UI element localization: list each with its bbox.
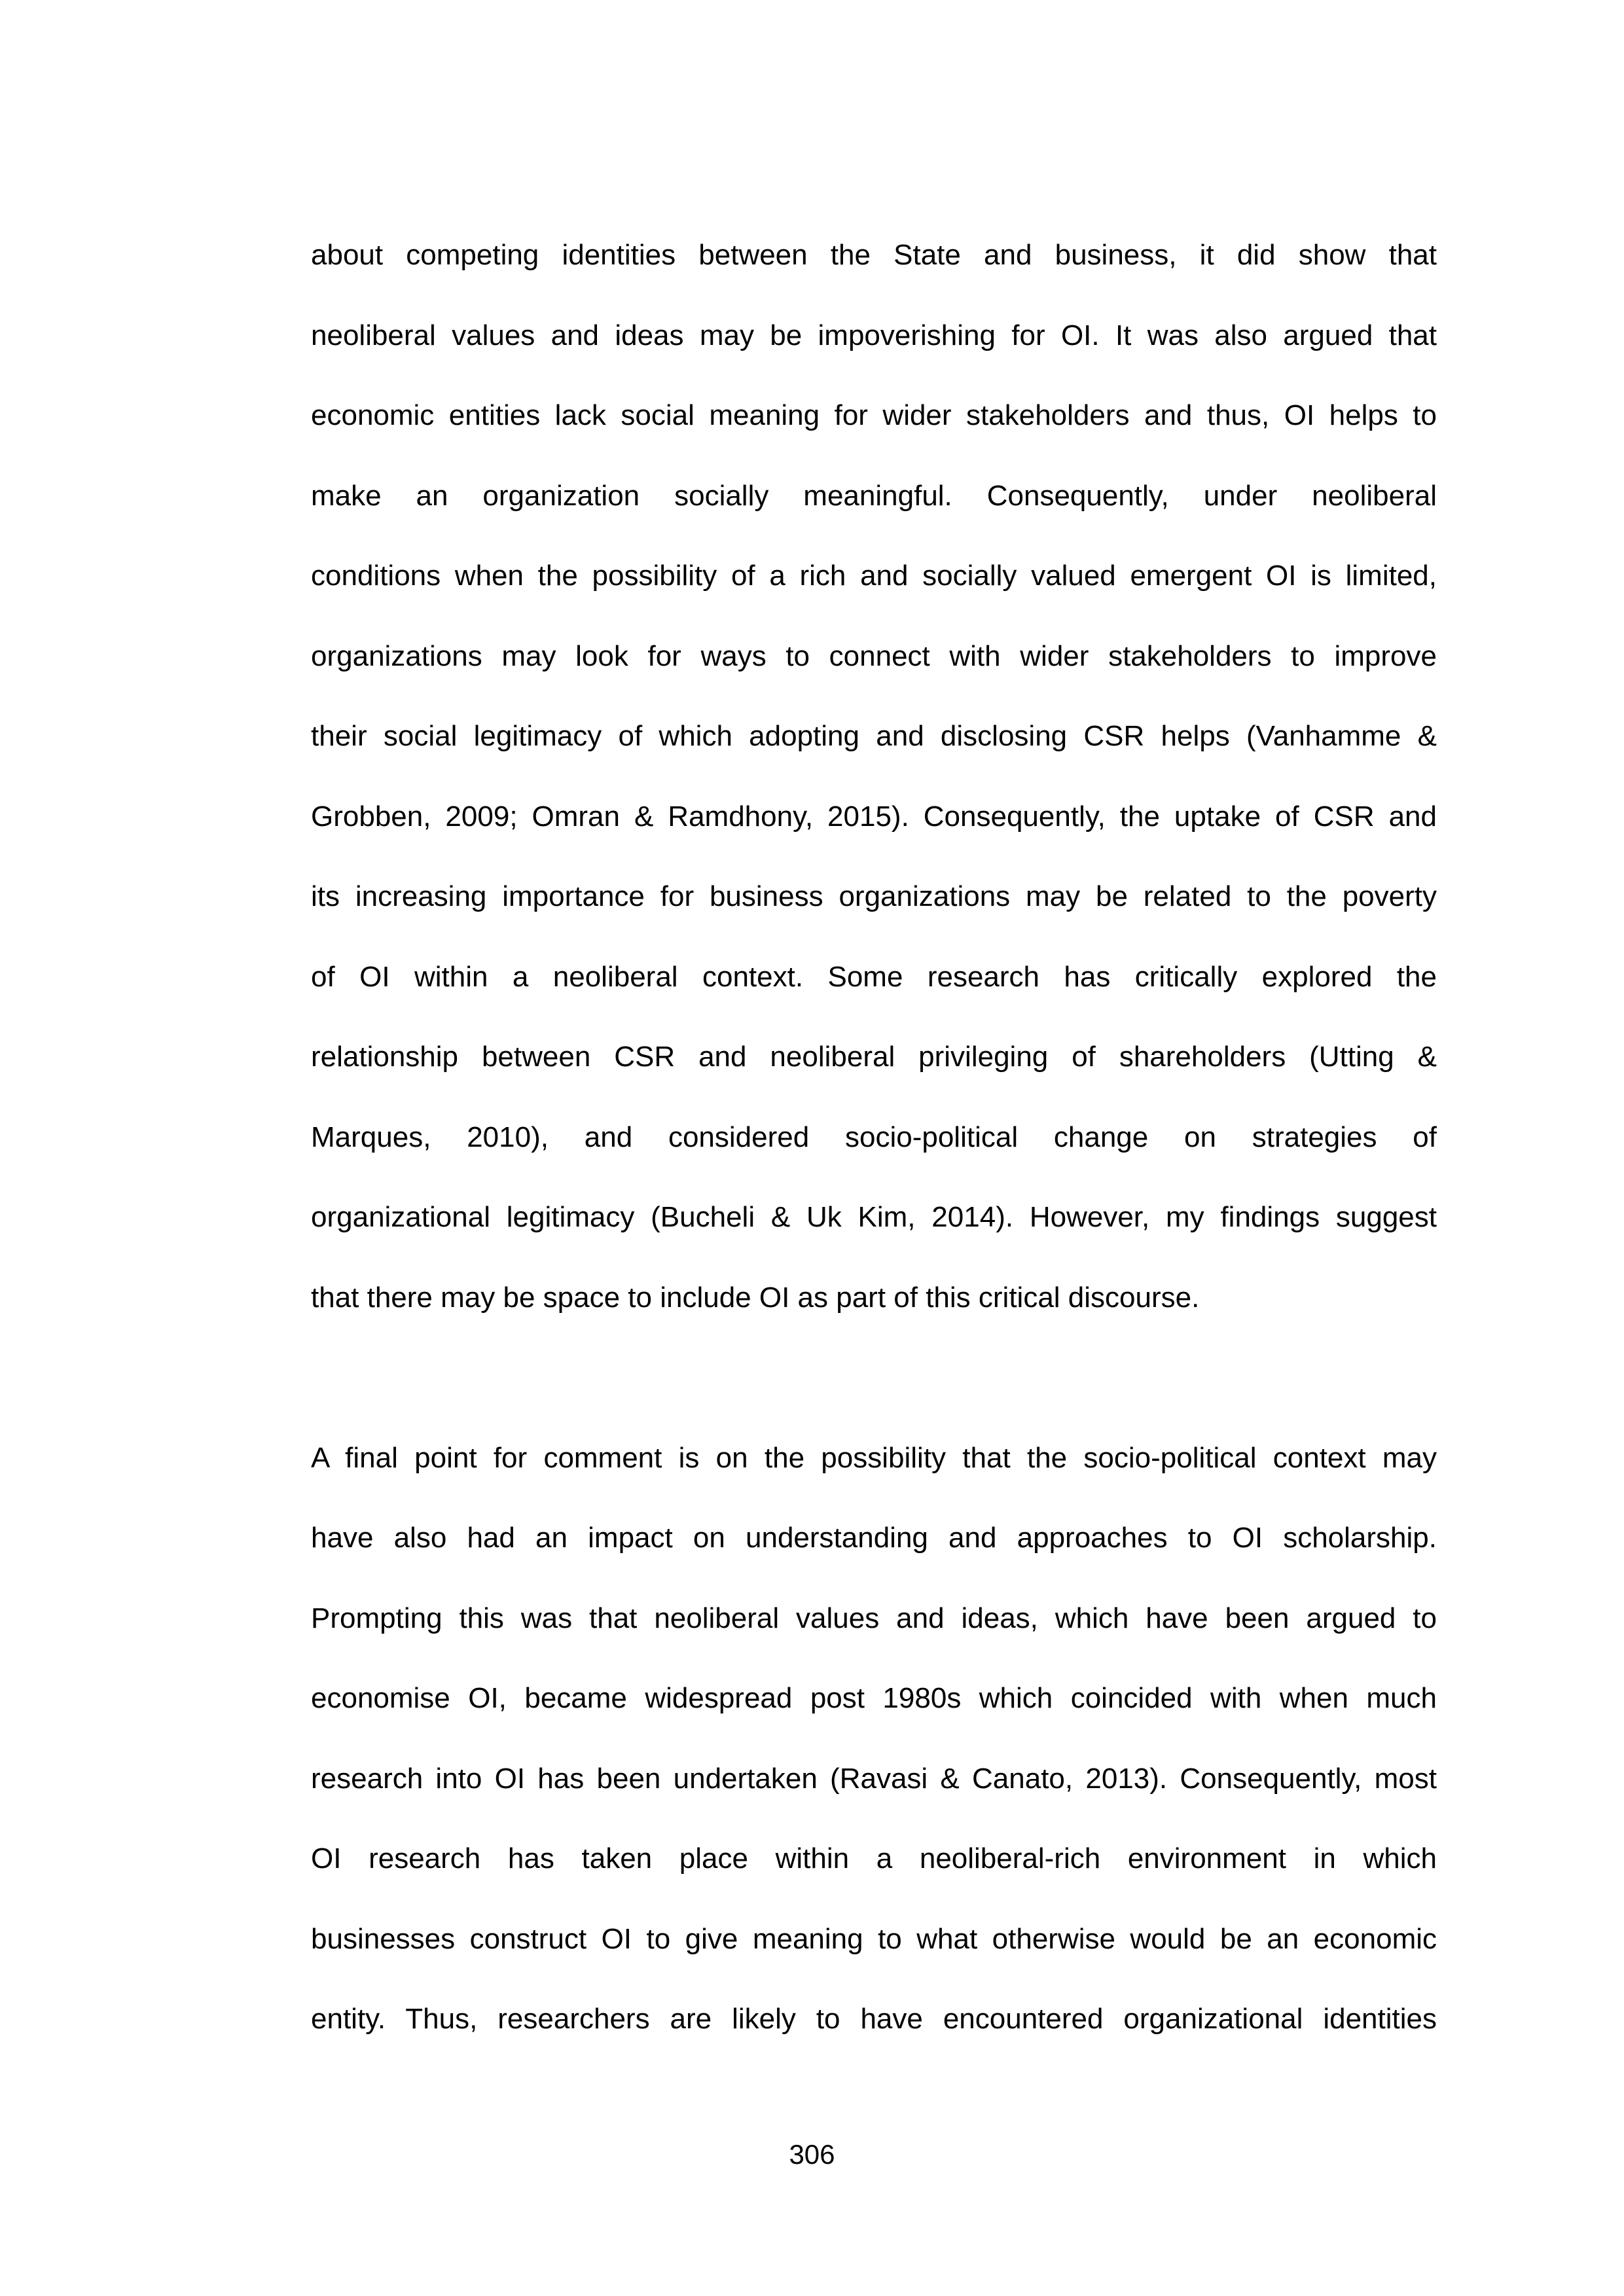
- body-text: [311, 229, 1437, 2073]
- text-line: of OI within a neoliberal context. Some research has critically explored the: [311, 960, 1437, 993]
- text-line: OI research has taken place within a neoliberal-rich environment in which: [311, 1842, 1437, 1874]
- text-line: make an organization socially meaningful. Consequently, under neoliberal: [311, 479, 1437, 512]
- text-line: neoliberal values and ideas may be impoverishing for OI. It was also argued that: [311, 319, 1437, 351]
- text-line: economise OI, became widespread post 1980s which coincided with when much: [311, 1682, 1437, 1714]
- paragraph-spacer: [311, 1352, 1437, 1432]
- text-line: about competing identities between the State and business, it did show that: [311, 239, 1437, 271]
- text-line: Marques, 2010), and considered socio-political change on strategies of: [311, 1121, 1437, 1153]
- text-line: A final point for comment is on the possibility that the socio-political context may: [311, 1441, 1437, 1474]
- paragraph-2: [311, 1432, 1437, 2073]
- text-line: that there may be space to include OI as part of this critical discourse.: [311, 1281, 1200, 1314]
- text-line: Grobben, 2009; Omran & Ramdhony, 2015). Consequently, the uptake of CSR and: [311, 800, 1437, 833]
- text-line: organizational legitimacy (Bucheli & Uk Kim, 2014). However, my findings suggest: [311, 1201, 1437, 1233]
- text-line: organizations may look for ways to connect with wider stakeholders to improve: [311, 639, 1437, 672]
- text-line: their social legitimacy of which adopting and disclosing CSR helps (Vanhamme &: [311, 720, 1437, 752]
- text-line: Prompting this was that neoliberal values and ideas, which have been argued to: [311, 1602, 1437, 1634]
- text-line: have also had an impact on understanding and approaches to OI scholarship.: [311, 1522, 1437, 1554]
- text-line: research into OI has been undertaken (Ravasi & Canato, 2013). Consequently, most: [311, 1762, 1437, 1795]
- page-number: 306: [789, 2139, 835, 2170]
- text-line: economic entities lack social meaning for wider stakeholders and thus, OI helps to: [311, 399, 1437, 431]
- text-line: relationship between CSR and neoliberal privileging of shareholders (Utting &: [311, 1041, 1437, 1073]
- text-line: businesses construct OI to give meaning to what otherwise would be an economic: [311, 1922, 1437, 1955]
- text-line: conditions when the possibility of a rich and socially valued emergent OI is limited,: [311, 560, 1437, 592]
- text-line: its increasing importance for business organizations may be related to the poverty: [311, 880, 1437, 912]
- paragraph-1: [311, 229, 1437, 1352]
- text-line: entity. Thus, researchers are likely to have encountered organizational identities: [311, 2003, 1437, 2035]
